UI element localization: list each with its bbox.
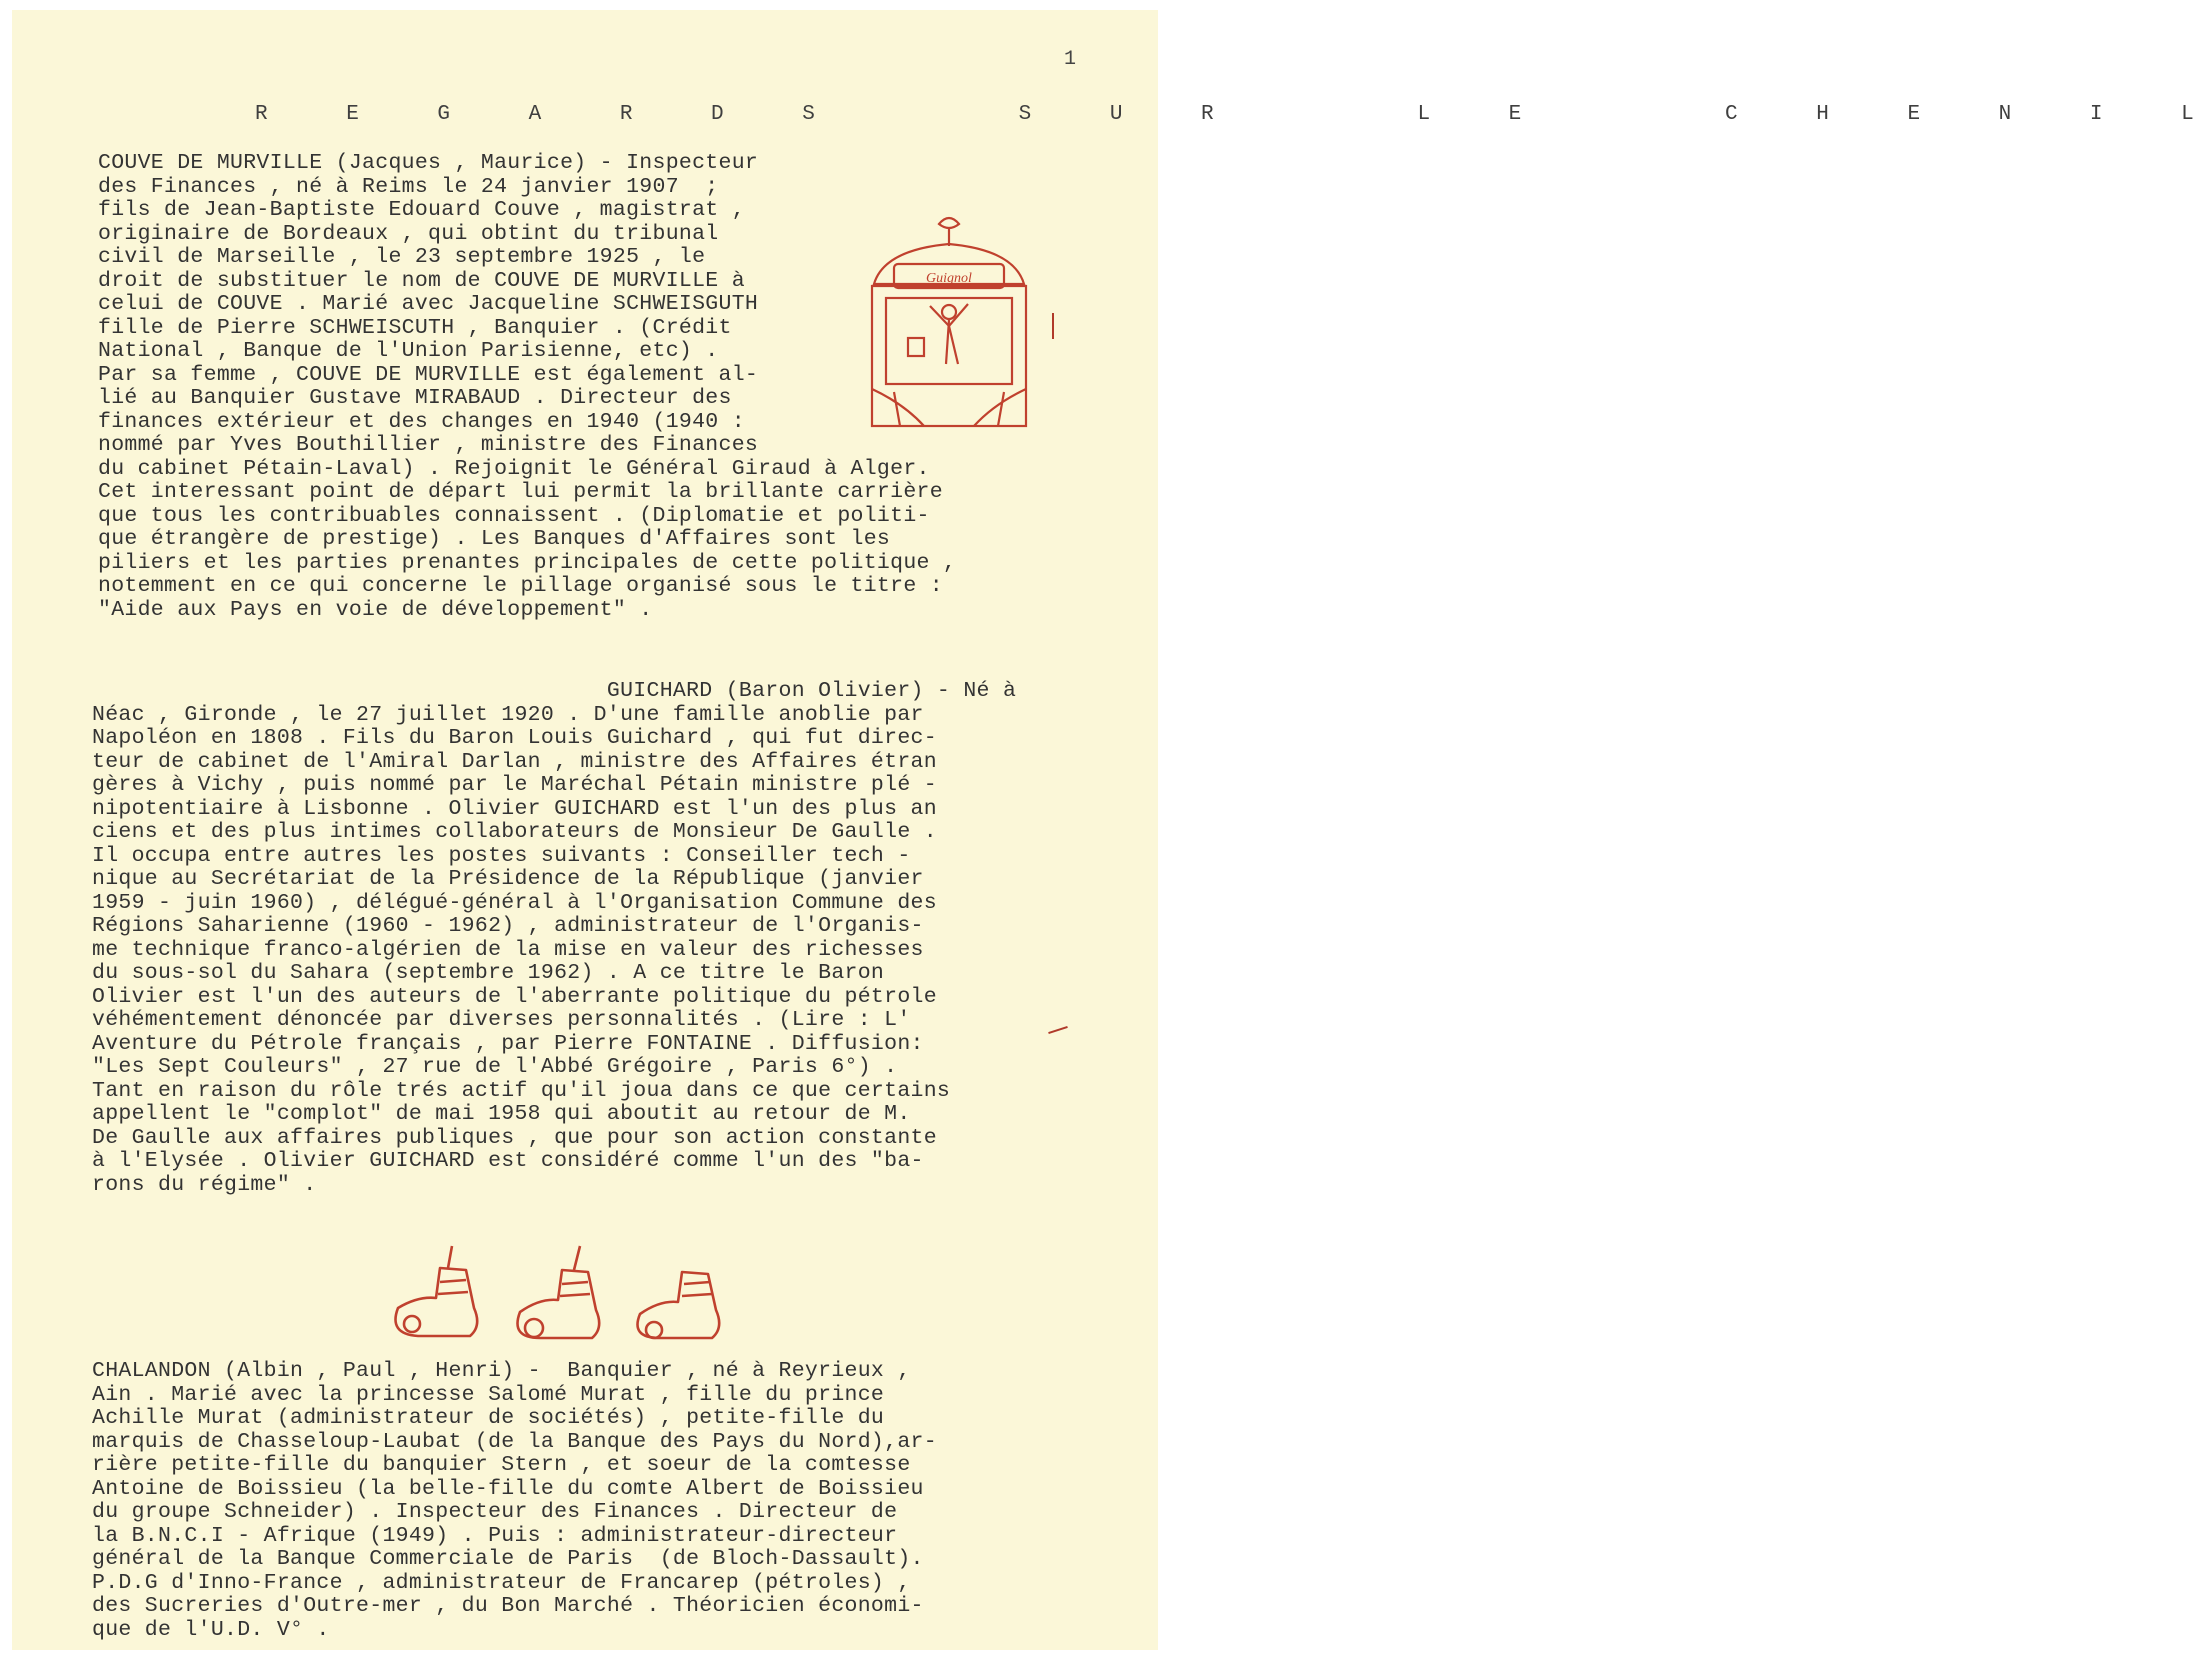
- text-line: gères à Vichy , puis nommé par le Maréchal Pétain ministre plé -: [92, 773, 937, 797]
- text-line: Achille Murat (administrateur de sociétés) , petite-fille du: [92, 1406, 885, 1430]
- stamp-label: Guignol: [926, 271, 972, 286]
- text-line: "Aide aux Pays en voie de développement" .: [98, 597, 653, 622]
- text-line: CHALANDON (Albin , Paul , Henri) - Banquier , né à Reyrieux ,: [92, 1359, 911, 1383]
- text-line: originaire de Bordeaux , qui obtint du tribunal: [98, 221, 719, 246]
- text-line: notemment en ce qui concerne le pillage organisé sous le titre :: [98, 574, 943, 598]
- text-line: teur de cabinet de l'Amiral Darlan , ministre des Affaires étran: [92, 749, 937, 774]
- text-line: me technique franco-algérien de la mise en valeur des richesses: [92, 937, 924, 962]
- text-line: COUVE DE MURVILLE (Jacques , Maurice) - Inspecteur: [98, 151, 759, 175]
- text-line: rons du régime" .: [92, 1172, 317, 1197]
- text-line: nommé par Yves Bouthillier , ministre des Finances: [98, 433, 759, 457]
- pen-mark: [1048, 1026, 1068, 1034]
- text-line: véhémentement dénoncée par diverses personnalités . (Lire : L': [92, 1008, 911, 1032]
- text-line: Il occupa entre autres les postes suivants : Conseiller tech -: [92, 843, 911, 868]
- text-line: Aventure du Pétrole français , par Pierre FONTAINE . Diffusion:: [92, 1031, 924, 1056]
- text-line: GUICHARD (Baron Olivier) - Né à: [92, 679, 1017, 703]
- text-line: Tant en raison du rôle trés actif qu'il joua dans ce que certains: [92, 1078, 951, 1103]
- entry-guichard: [92, 680, 1016, 1197]
- text-line: des Sucreries d'Outre-mer , du Bon Marché . Théoricien économi-: [92, 1594, 924, 1618]
- text-line: la B.N.C.I - Afrique (1949) . Puis : administrateur-directeur: [92, 1523, 898, 1548]
- pen-mark: [1052, 313, 1054, 339]
- text-line: du cabinet Pétain-Laval) . Rejoignit le Général Giraud à Alger.: [98, 456, 930, 481]
- text-line: du groupe Schneider) . Inspecteur des Finances . Directeur de: [92, 1500, 898, 1524]
- boots-stamp-icon: [378, 1238, 758, 1342]
- text-line: Régions Saharienne (1960 - 1962) , administrateur de l'Organis-: [92, 914, 924, 938]
- page-title: R E G A R D S S U R L E C H E N I L: [255, 103, 2210, 126]
- document-page: [12, 10, 2210, 1650]
- text-line: à l'Elysée . Olivier GUICHARD est considéré comme l'un des "ba-: [92, 1149, 924, 1173]
- text-line: droit de substituer le nom de COUVE DE MURVILLE à: [98, 268, 745, 293]
- text-line: fille de Pierre SCHWEISCUTH , Banquier . (Crédit: [98, 315, 732, 340]
- text-line: que étrangère de prestige) . Les Banques d'Affaires sont les: [98, 527, 891, 551]
- text-line: finances extérieur et des changes en 1940 (1940 :: [98, 409, 745, 434]
- text-line: Néac , Gironde , le 27 juillet 1920 . D'une famille anoblie par: [92, 702, 924, 727]
- text-line: Napoléon en 1808 . Fils du Baron Louis Guichard , qui fut direc-: [92, 726, 937, 750]
- text-line: marquis de Chasseloup-Laubat (de la Banque des Pays du Nord),ar-: [92, 1429, 937, 1454]
- text-line: civil de Marseille , le 23 septembre 1925 , le: [98, 245, 706, 269]
- text-line: piliers et les parties prenantes principales de cette politique ,: [98, 550, 957, 575]
- text-line: National , Banque de l'Union Parisienne, etc) .: [98, 339, 719, 363]
- text-line: Par sa femme , COUVE DE MURVILLE est également al-: [98, 362, 759, 387]
- page-number: 1: [1063, 48, 1076, 71]
- text-line: du sous-sol du Sahara (septembre 1962) . A ce titre le Baron: [92, 961, 885, 985]
- text-line: Ain . Marié avec la princesse Salomé Murat , fille du prince: [92, 1382, 885, 1407]
- text-line: nipotentiaire à Lisbonne . Olivier GUICHARD est l'un des plus an: [92, 796, 937, 821]
- text-line: appellent le "complot" de mai 1958 qui aboutit au retour de M.: [92, 1102, 911, 1126]
- guignol-stamp-icon: [864, 214, 1034, 436]
- text-line: que tous les contribuables connaissent . (Diplomatie et politi-: [98, 503, 930, 528]
- text-line: P.D.G d'Inno-France , administrateur de Francarep (pétroles) ,: [92, 1570, 911, 1595]
- entry-chalandon: [92, 1360, 937, 1642]
- text-line: Olivier est l'un des auteurs de l'aberrante politique du pétrole: [92, 984, 937, 1009]
- text-line: rière petite-fille du banquier Stern , et soeur de la comtesse: [92, 1453, 911, 1477]
- text-line: Cet interessant point de départ lui permit la brillante carrière: [98, 480, 943, 504]
- text-line: que de l'U.D. V° .: [92, 1617, 330, 1642]
- text-line: fils de Jean-Baptiste Edouard Couve , magistrat ,: [98, 198, 745, 222]
- text-line: De Gaulle aux affaires publiques , que pour son action constante: [92, 1125, 937, 1150]
- text-line: "Les Sept Couleurs" , 27 rue de l'Abbé Grégoire , Paris 6°) .: [92, 1055, 898, 1079]
- text-line: ciens et des plus intimes collaborateurs de Monsieur De Gaulle .: [92, 820, 937, 844]
- text-line: lié au Banquier Gustave MIRABAUD . Directeur des: [98, 386, 732, 410]
- text-line: général de la Banque Commerciale de Paris (de Bloch-Dassault).: [92, 1547, 924, 1571]
- text-line: nique au Secrétariat de la Présidence de la République (janvier: [92, 867, 924, 891]
- text-line: 1959 - juin 1960) , délégué-général à l'Organisation Commune des: [92, 890, 937, 915]
- text-line: celui de COUVE . Marié avec Jacqueline SCHWEISGUTH: [98, 292, 759, 316]
- text-line: Antoine de Boissieu (la belle-fille du comte Albert de Boissieu: [92, 1476, 924, 1501]
- entry-couve-de-murville: [98, 152, 956, 622]
- text-line: des Finances , né à Reims le 24 janvier 1907 ;: [98, 174, 719, 199]
